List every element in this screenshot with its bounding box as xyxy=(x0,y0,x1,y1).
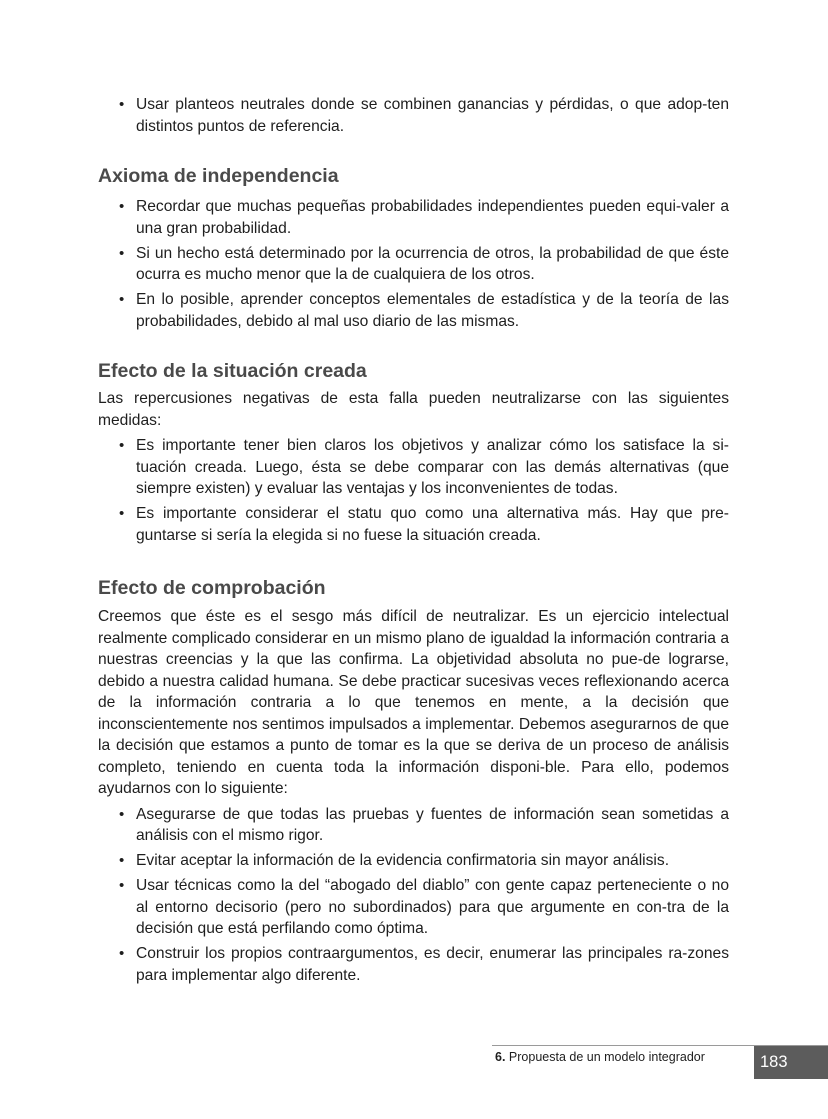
page-content xyxy=(98,94,729,990)
bullet-item: • Asegurarse de que todas las pruebas y fuentes de información sean sometidas a análisis con el mismo rigor. xyxy=(119,804,729,847)
section-paragraph: Creemos que éste es el sesgo más difícil de neutralizar. Es un ejercicio intelectual realmente complicado considerar en un mismo plano de igualdad la información contraria a nuestras creencias y la que las confirma. La objetividad absoluta no pue-de lograrse, debido a nuestra calidad humana. Se debe practicar sucesivas veces reflexionando acerca de la información contraria a lo que tenemos en mente, a la decisión que inconscientemente nos sentimos impulsados a implementar. Debemos asegurarnos de que la decisión que estamos a punto de tomar es la que se deriva de un proceso de análisis completo, teniendo en cuenta toda la información disponi-ble. Para ello, podemos ayudarnos con lo siguiente: xyxy=(98,608,729,797)
intro-bullet-list xyxy=(98,94,729,137)
section-heading-situacion-creada: Efecto de la situación creada xyxy=(98,360,367,382)
footer-chapter-number: 6. xyxy=(495,1050,506,1064)
section-heading-comprobacion: Efecto de comprobación xyxy=(98,577,326,599)
section-heading-axioma: Axioma de independencia xyxy=(98,165,339,187)
footer-chapter-title: Propuesta de un modelo integrador xyxy=(508,1050,705,1064)
bullet-item: • Es importante tener bien claros los objetivos y analizar cómo los satisface la si-tuación creada. Luego, ésta se debe comparar con las demás alternativas (que siempre existen) y evaluar las ventajas y los inconvenientes de todas. xyxy=(119,435,729,500)
bullet-item: • Si un hecho está determinado por la ocurrencia de otros, la probabilidad de que éste ocurra es mucho menor que la de cualquiera de los otros. xyxy=(119,243,729,286)
page-number: 183 xyxy=(754,1046,828,1079)
bullet-item: • En lo posible, aprender conceptos elementales de estadística y de la teoría de las probabilidades, debido al mal uso diario de las mismas. xyxy=(119,289,729,332)
axioma-bullet-list xyxy=(98,196,729,332)
bullet-item: • Usar técnicas como la del “abogado del diablo” con gente capaz perteneciente o no al entorno decisorio (pero no subordinados) para que argumente en con-tra de la decisión que está perfilando como óptima. xyxy=(119,875,729,940)
section-paragraph: Las repercusiones negativas de esta falla pueden neutralizarse con las siguientes medidas: xyxy=(98,390,729,429)
situacion-bullet-list xyxy=(98,435,729,546)
footer-chapter xyxy=(495,1049,705,1065)
comprobacion-bullet-list xyxy=(98,804,729,987)
bullet-item: • Construir los propios contraargumentos, es decir, enumerar las principales ra-zones para implementar algo diferente. xyxy=(119,943,729,986)
bullet-item: • Evitar aceptar la información de la evidencia confirmatoria sin mayor análisis. xyxy=(119,850,729,872)
bullet-item: • Recordar que muchas pequeñas probabilidades independientes pueden equi-valer a una gran probabilidad. xyxy=(119,196,729,239)
bullet-item: • Es importante considerar el statu quo como una alternativa más. Hay que pre-guntarse si sería la elegida si no fuese la situación creada. xyxy=(119,503,729,546)
bullet-item: • Usar planteos neutrales donde se combinen ganancias y pérdidas, o que adop-ten distintos puntos de referencia. xyxy=(119,94,729,137)
